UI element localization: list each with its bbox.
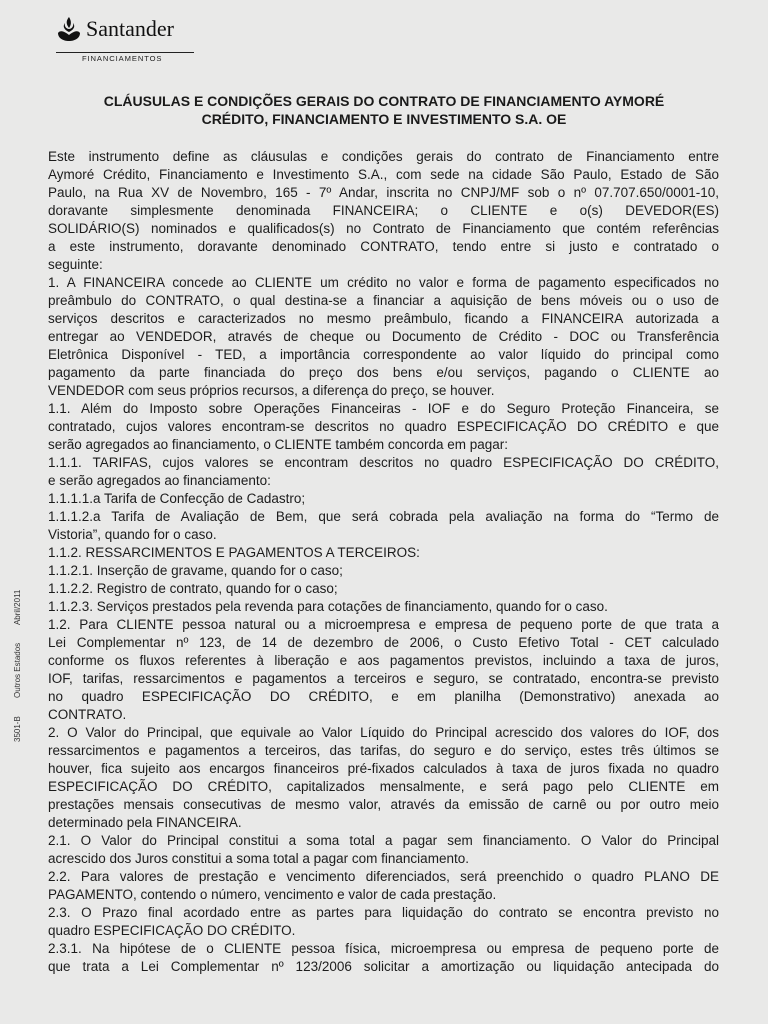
body-line: 1.1.1.2.a Tarifa de Avaliação de Bem, que será cobrada pela avaliação na forma do “Termo de <box>48 509 719 524</box>
brand-name: Santander <box>86 16 174 41</box>
body-line: 1.1.1.1.a Tarifa de Confecção de Cadastro; <box>48 491 306 506</box>
body-line: Vistoria”, quando for o caso. <box>48 527 217 542</box>
body-line: Este instrumento define as cláusulas e condições gerais do contrato de Financiamento entre <box>48 149 719 164</box>
body-line: contratado, cujos valores encontram-se descritos no quadro ESPECIFICAÇÃO DO CRÉDITO e que <box>48 419 719 434</box>
brand-subtitle: FINANCIAMENTOS <box>82 54 163 63</box>
brand-divider <box>56 52 194 53</box>
body-line: houver, fica sujeito aos encargos financeiros pré-fixados calculados à taxa de juros fixada no quadro <box>48 761 719 776</box>
form-number: 3501-B <box>13 716 22 742</box>
body-line: 2.3. O Prazo final acordado entre as partes para liquidação do contrato se encontra previsto no <box>48 905 719 920</box>
body-line: 1.1. Além do Imposto sobre Operações Financeiras - IOF e do Seguro Proteção Financeira, se <box>48 401 719 416</box>
document-title <box>48 92 720 128</box>
form-code <box>13 562 22 742</box>
body-line: 1.1.2.1. Inserção de gravame, quando for o caso; <box>48 563 343 578</box>
body-line: Lei Complementar nº 123, de 14 de dezembro de 2006, o Custo Efetivo Total - CET calculado <box>48 635 719 650</box>
body-line: determinado pela FINANCEIRA. <box>48 815 242 830</box>
body-line: conforme os fluxos referentes à liberação e aos pagamentos previstos, incluindo a taxa de juros, <box>48 653 719 668</box>
body-line: seguinte: <box>48 257 103 272</box>
title-line: CLÁUSULAS E CONDIÇÕES GERAIS DO CONTRATO DE FINANCIAMENTO AYMORÉ <box>103 93 665 109</box>
body-line: 2.3.1. Na hipótese de o CLIENTE pessoa física, microempresa ou empresa de pequeno porte de <box>48 941 719 956</box>
body-line: ESPECIFICAÇÃO DO CRÉDITO, capitalizados mensalmente, e será pago pelo CLIENTE em <box>48 779 719 794</box>
body-line: acrescido dos Juros constitui a soma total a pagar com financiamento. <box>48 851 469 866</box>
body-line: 1.2. Para CLIENTE pessoa natural ou a microempresa e empresa de pequeno porte de que trata a <box>48 617 719 632</box>
body-line: serão agregados ao financiamento, o CLIENTE também concorda em pagar: <box>48 437 509 452</box>
body-line: prestações mensais consecutivas de mesmo valor, através da emissão de carnê ou por outro meio <box>48 797 719 812</box>
body-line: IOF, tarifas, ressarcimentos e pagamentos a terceiros e seguro, se contratado, encontra-se previsto <box>48 671 719 686</box>
body-line: SOLIDÁRIO(S) nominados e qualificados(s) no Contrato de Financiamento que contém referências <box>48 221 719 236</box>
body-line: 1.1.2. RESSARCIMENTOS E PAGAMENTOS A TERCEIROS: <box>48 545 420 560</box>
body-line: ressarcimentos e pagamentos a terceiros, das tarifas, do seguro e do serviço, estes três últimos se <box>48 743 719 758</box>
header <box>56 16 196 66</box>
title-line: CRÉDITO, FINANCIAMENTO E INVESTIMENTO S.A. OE <box>201 111 567 127</box>
body-line: pagamento da parte financiada do preço dos bens e/ou serviços, pagando o CLIENTE ao <box>48 365 719 380</box>
body-line: 1.1.2.2. Registro de contrato, quando for o caso; <box>48 581 338 596</box>
body-line: 1. A FINANCEIRA concede ao CLIENTE um crédito no valor e forma de pagamento especificados no <box>48 275 719 290</box>
body-line: 2. O Valor do Principal, que equivale ao Valor Líquido do Principal acrescido dos valores do IOF, dos <box>48 725 719 740</box>
body-line: preâmbulo do CONTRATO, o qual destina-se a financiar a aquisição de bens móveis ou o uso de <box>48 293 719 308</box>
body-line: que trata a Lei Complementar nº 123/2006 solicitar a amortização ou liquidação antecipada do <box>48 959 719 974</box>
form-region: Outros Estados <box>13 642 22 698</box>
body-line: CONTRATO. <box>48 707 127 722</box>
body-line: 2.1. O Valor do Principal constitui a soma total a pagar sem financiamento. O Valor do Principal <box>48 833 719 848</box>
santander-flame-icon <box>56 16 82 42</box>
contract-body <box>48 148 719 976</box>
body-line: Aymoré Crédito, Financiamento e Investimento S.A., com sede na cidade São Paulo, Estado de São <box>48 167 719 182</box>
logo <box>56 16 196 42</box>
body-line: 2.2. Para valores de prestação e vencimento diferenciados, será preenchido o quadro PLANO DE <box>48 869 719 884</box>
body-line: serviços descritos e caracterizados no mesmo preâmbulo, ficando a FINANCEIRA autorizada a <box>48 311 719 326</box>
body-line: PAGAMENTO, contendo o número, vencimento e valor de cada prestação. <box>48 887 497 902</box>
body-line: Paulo, na Rua XV de Novembro, 165 - 7º Andar, inscrita no CNPJ/MF sob o nº 07.707.650/0001-10, <box>48 185 719 200</box>
body-line: 1.1.2.3. Serviços prestados pela revenda para cotações de financiamento, quando for o caso. <box>48 599 608 614</box>
body-line: doravante simplesmente denominada FINANCEIRA; o CLIENTE e o(s) DEVEDOR(ES) <box>48 203 719 218</box>
body-line: Eletrônica Disponível - TED, a importância correspondente ao valor líquido do principal como <box>48 347 719 362</box>
form-date: Abril/2011 <box>13 589 22 626</box>
body-line: entregar ao VENDEDOR, através de cheque ou Documento de Crédito - DOC ou Transferência <box>48 329 719 344</box>
body-line: VENDEDOR com seus próprios recursos, a diferença do preço, se houver. <box>48 383 495 398</box>
body-line: 1.1.1. TARIFAS, cujos valores se encontram descritos no quadro ESPECIFICAÇÃO DO CRÉDITO, <box>48 455 719 470</box>
body-line: e serão agregados ao financiamento: <box>48 473 271 488</box>
body-line: a este instrumento, doravante denominado CONTRATO, tendo entre si justo e contratado o <box>48 239 719 254</box>
body-line: quadro ESPECIFICAÇÃO DO CRÉDITO. <box>48 923 296 938</box>
body-line: no quadro ESPECIFICAÇÃO DO CRÉDITO, e em planilha (Demonstrativo) anexada ao <box>48 689 719 704</box>
